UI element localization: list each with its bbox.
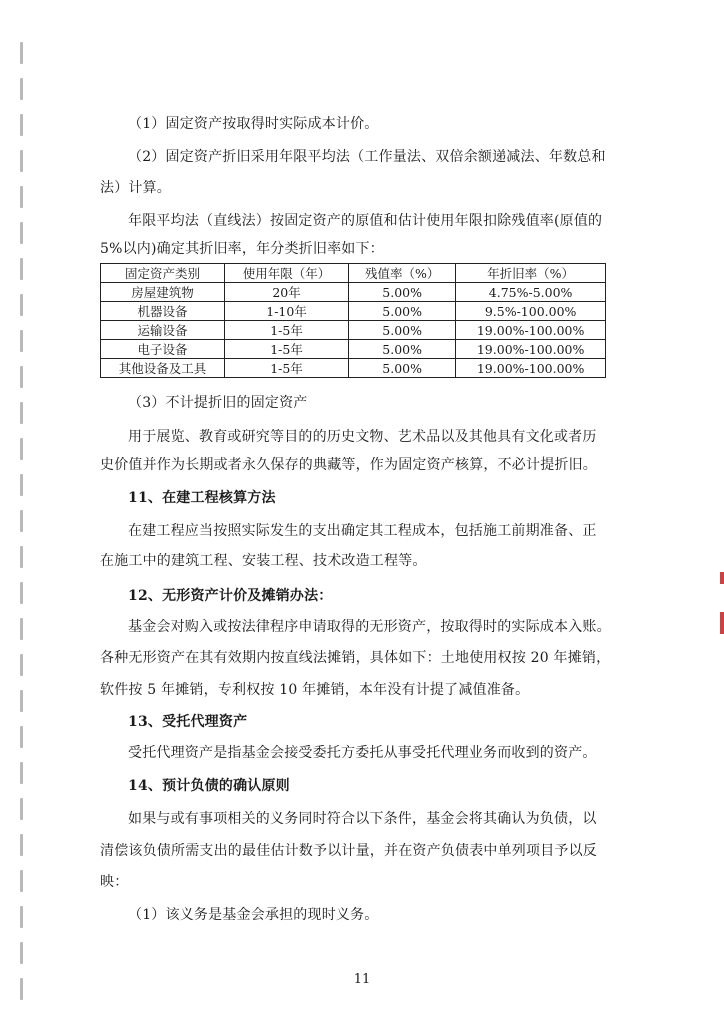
- section-heading: 11、在建工程核算方法: [128, 490, 276, 506]
- table-row: [101, 340, 606, 359]
- table-cell: 1-5年: [225, 321, 349, 340]
- table-cell: 5.00%: [349, 321, 456, 340]
- paragraph-line: 映：: [100, 874, 129, 890]
- table-header-row: [101, 264, 606, 283]
- table-cell: 20年: [225, 283, 349, 302]
- table-cell: 5.00%: [349, 302, 456, 321]
- table-header-cell: 年折旧率（%）: [456, 264, 606, 283]
- table-row: [101, 283, 606, 302]
- table-cell: 5.00%: [349, 340, 456, 359]
- paragraph-line: （1）固定资产按取得时实际成本计价。: [128, 116, 379, 132]
- paragraph-line: 受托代理资产是指基金会接受委托方委托从事受托代理业务而收到的资产。: [128, 745, 597, 761]
- paragraph-line: 各种无形资产在其有效期内按直线法摊销，具体如下：土地使用权按 20 年摊销，: [100, 650, 611, 666]
- red-margin-mark: [720, 612, 724, 634]
- table-cell: 9.5%-100.00%: [456, 302, 606, 321]
- table-cell: 5.00%: [349, 359, 456, 378]
- paragraph-line: （2）固定资产折旧采用年限平均法（工作量法、双倍余额递减法、年数总和: [128, 149, 606, 165]
- paragraph-line: 如果与或有事项相关的义务同时符合以下条件，基金会将其确认为负债，以: [128, 811, 597, 827]
- paragraph-line: 年限平均法（直线法）按固定资产的原值和估计使用年限扣除残值率(原值的: [128, 213, 603, 229]
- paragraph-line: 用于展览、教育或研究等目的的历史文物、艺术品以及其他具有文化或者历: [128, 429, 597, 445]
- paragraph-line: （1）该义务是基金会承担的现时义务。: [128, 907, 379, 923]
- table-cell: 1-5年: [225, 359, 349, 378]
- page-number: 11: [353, 972, 371, 987]
- table-cell: 19.00%-100.00%: [456, 321, 606, 340]
- table-cell: 5.00%: [349, 283, 456, 302]
- table-cell: 房屋建筑物: [101, 283, 225, 302]
- paragraph-line: （3）不计提折旧的固定资产: [128, 395, 308, 411]
- table-cell: 运输设备: [101, 321, 225, 340]
- paragraph-line: 在施工中的建筑工程、安装工程、技术改造工程等。: [100, 553, 427, 569]
- binding-holes: [0, 0, 40, 1024]
- section-heading: 14、预计负债的确认原则: [128, 778, 290, 794]
- table-header-cell: 残值率（%）: [349, 264, 456, 283]
- table-cell: 19.00%-100.00%: [456, 340, 606, 359]
- table-header-cell: 使用年限（年）: [225, 264, 349, 283]
- table-cell: 1-5年: [225, 340, 349, 359]
- table-cell: 19.00%-100.00%: [456, 359, 606, 378]
- paragraph-line: 基金会对购入或按法律程序申请取得的无形资产，按取得时的实际成本入账。: [128, 619, 611, 635]
- table-cell: 4.75%-5.00%: [456, 283, 606, 302]
- section-heading: 13、受托代理资产: [128, 714, 248, 730]
- paragraph-line: 在建工程应当按照实际发生的支出确定其工程成本，包括施工前期准备、正: [128, 523, 597, 539]
- table-cell: 电子设备: [101, 340, 225, 359]
- table-header-cell: 固定资产类别: [101, 264, 225, 283]
- paragraph-line: 史价值并作为长期或者永久保存的典藏等，作为固定资产核算，不必计提折旧。: [100, 457, 597, 473]
- table-cell: 1-10年: [225, 302, 349, 321]
- paragraph-line: 清偿该负债所需支出的最佳估计数予以计量，并在资产负债表中单列项目予以反: [100, 843, 597, 859]
- paragraph-line: 软件按 5 年摊销，专利权按 10 年摊销，本年没有计提了减值准备。: [100, 682, 530, 698]
- table-row: [101, 321, 606, 340]
- red-margin-mark: [720, 572, 724, 584]
- paragraph-line: 法）计算。: [100, 180, 171, 196]
- table-cell: 机器设备: [101, 302, 225, 321]
- table-row: [101, 359, 606, 378]
- paragraph-line: 5%以内)确定其折旧率，年分类折旧率如下：: [100, 241, 384, 257]
- table-row: [101, 302, 606, 321]
- depreciation-table: [100, 263, 606, 378]
- table-cell: 其他设备及工具: [101, 359, 225, 378]
- section-heading: 12、无形资产计价及摊销办法：: [128, 588, 333, 604]
